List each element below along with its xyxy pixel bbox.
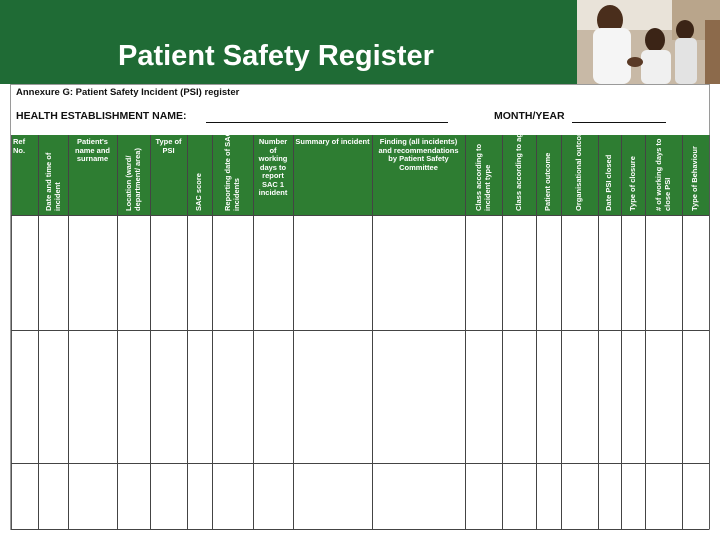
table-column-divider xyxy=(372,135,373,529)
table-row-divider xyxy=(11,215,709,216)
table-column-divider xyxy=(253,135,254,529)
table-column-divider xyxy=(293,135,294,529)
column-header-6: SAC score xyxy=(194,173,204,211)
page-title: Patient Safety Register xyxy=(118,40,434,72)
column-header-17: # of working days to close PSI xyxy=(654,138,672,211)
column-header-14: Organisational outcome xyxy=(574,125,584,211)
column-header-18: Type of Behaviour xyxy=(690,146,700,211)
table-column-divider xyxy=(536,135,537,529)
establishment-name-label: HEALTH ESTABLISHMENT NAME: xyxy=(16,110,187,122)
column-header-1: Ref No. xyxy=(13,138,26,155)
table-column-divider xyxy=(68,135,69,529)
table-column-divider xyxy=(117,135,118,529)
table-column-divider xyxy=(682,135,683,529)
table-column-divider xyxy=(709,135,710,529)
month-year-label: MONTH/YEAR xyxy=(494,110,565,122)
table-column-divider xyxy=(502,135,503,529)
column-header-8: Number of working days to report SAC 1 incident xyxy=(258,138,288,197)
table-column-divider xyxy=(621,135,622,529)
column-header-16: Type of closure xyxy=(627,156,637,211)
table-row-divider xyxy=(11,463,709,464)
table-column-divider xyxy=(38,135,39,529)
table-column-divider xyxy=(187,135,188,529)
banner-photo xyxy=(577,0,720,84)
table-column-divider xyxy=(561,135,562,529)
table-column-divider xyxy=(645,135,646,529)
column-header-13: Patient outcome xyxy=(543,152,553,211)
table-row-divider xyxy=(11,330,709,331)
month-year-line xyxy=(572,122,666,123)
table-column-divider xyxy=(150,135,151,529)
column-header-4: Location (ward/ department/ area) xyxy=(124,148,142,211)
column-header-15: Date PSI closed xyxy=(604,154,614,211)
column-header-12: Class according to agent xyxy=(513,121,523,211)
table-row-divider xyxy=(11,529,709,530)
establishment-name-line xyxy=(206,122,448,123)
table-column-divider xyxy=(465,135,466,529)
column-header-9: Summary of incident xyxy=(295,138,370,146)
column-header-2: Date and time of incident xyxy=(43,152,61,211)
column-header-10: Finding (all incidents) and recommendations by Patient Safety Committee xyxy=(378,138,459,172)
column-header-11: Class according to incident type xyxy=(474,143,492,211)
table-column-divider xyxy=(598,135,599,529)
annexure-heading: Annexure G: Patient Safety Incident (PSI) register xyxy=(16,87,240,98)
table-column-divider xyxy=(212,135,213,529)
column-header-5: Type of PSI xyxy=(155,138,182,155)
column-header-7: Reporting date of SAC 1 incidents xyxy=(223,124,241,211)
table-column-divider xyxy=(11,135,12,529)
column-header-3: Patient's name and surname xyxy=(74,138,110,163)
